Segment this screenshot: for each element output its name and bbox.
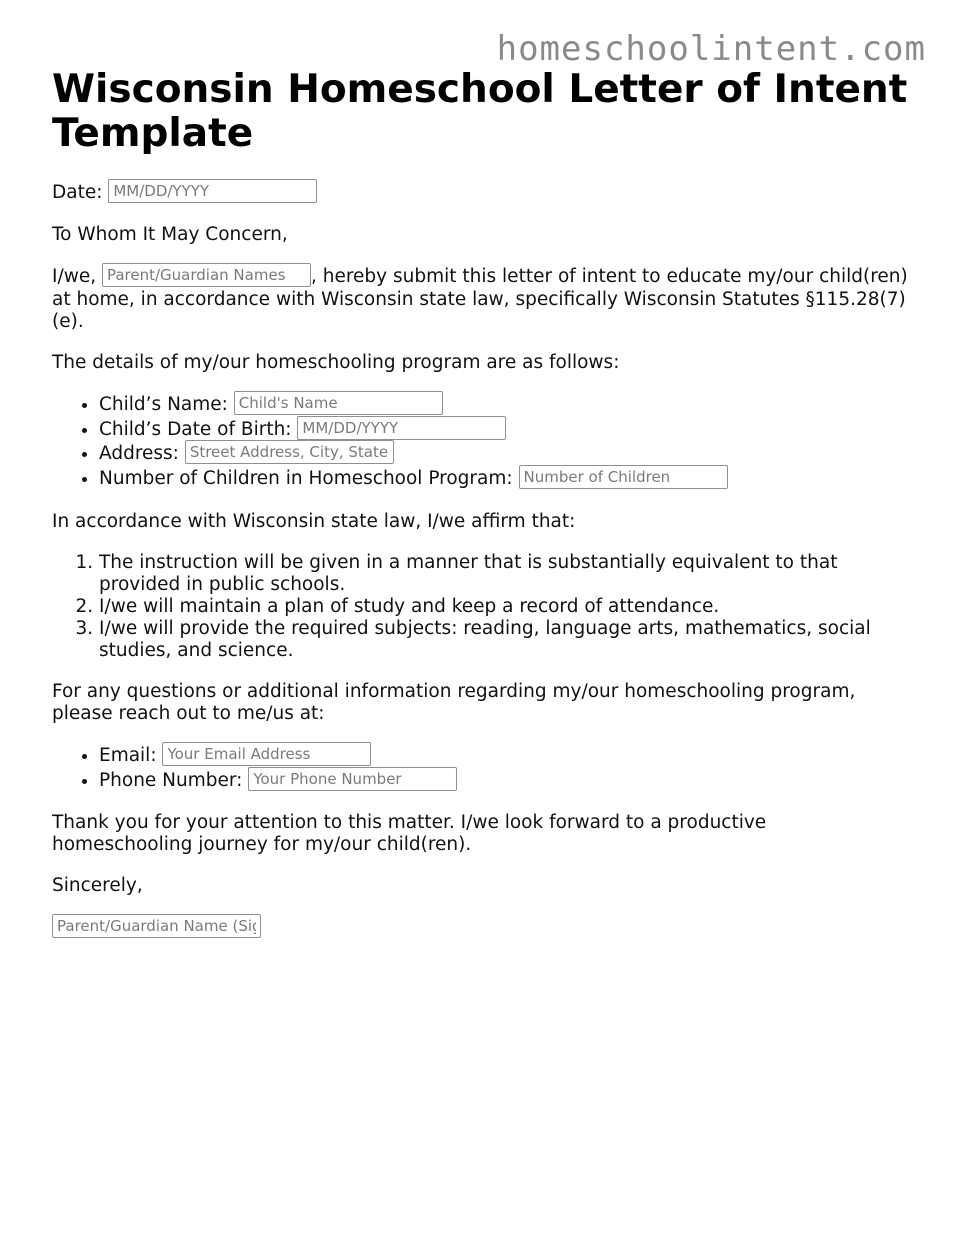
site-watermark: homeschoolintent.com bbox=[496, 29, 926, 69]
letter-template bbox=[52, 68, 912, 959]
details-list bbox=[52, 393, 912, 492]
phone-label: Phone Number: bbox=[99, 769, 243, 791]
child-dob-input[interactable] bbox=[297, 416, 506, 440]
affirm-heading: In accordance with Wisconsin state law, I/we affirm that: bbox=[52, 510, 576, 532]
address-input[interactable] bbox=[185, 440, 394, 464]
intro-suffix: , hereby submit this letter of intent to educate my/our child(ren) at home, in accordance with Wisconsin state law, specifically Wisconsin Statutes §115.28(7)(e). bbox=[52, 266, 908, 332]
contact-list bbox=[52, 744, 912, 793]
number-of-children-input[interactable] bbox=[519, 465, 728, 489]
intro-paragraph bbox=[52, 265, 912, 333]
signature-input[interactable] bbox=[52, 914, 261, 938]
date-label: Date: bbox=[52, 182, 103, 203]
list-item: 3. I/we will provide the required subjects: reading, language arts, mathematics, social studies, and science. bbox=[99, 618, 912, 662]
signature-line bbox=[52, 916, 912, 940]
number-of-children-label: Number of Children in Homeschool Program: bbox=[99, 468, 513, 490]
child-name-input[interactable] bbox=[234, 391, 443, 415]
list-item: 2. I/we will maintain a plan of study and keep a record of attendance. bbox=[99, 596, 912, 618]
intro-prefix: I/we, bbox=[52, 266, 97, 287]
list-item bbox=[99, 442, 912, 467]
list-item bbox=[99, 744, 912, 769]
list-item bbox=[99, 769, 912, 794]
email-label: Email: bbox=[99, 744, 157, 766]
list-item bbox=[99, 418, 912, 443]
list-item bbox=[99, 393, 912, 418]
details-heading: The details of my/our homeschooling program are as follows: bbox=[52, 352, 620, 373]
contact-heading: For any questions or additional information regarding my/our homeschooling program, please reach out to me/us at: bbox=[52, 680, 856, 724]
date-input[interactable] bbox=[108, 179, 317, 203]
closing-paragraph: Thank you for your attention to this matter. I/we look forward to a productive homeschooling journey for my/our child(ren). bbox=[52, 812, 767, 856]
affirmations-list bbox=[52, 552, 912, 662]
child-dob-label: Child’s Date of Birth: bbox=[99, 418, 292, 440]
parent-names-input[interactable] bbox=[102, 263, 311, 287]
list-item bbox=[99, 467, 912, 492]
salutation: To Whom It May Concern, bbox=[52, 224, 288, 245]
list-item: 1. The instruction will be given in a manner that is substantially equivalent to that provided in public schools. bbox=[99, 552, 912, 596]
address-label: Address: bbox=[99, 443, 179, 465]
child-name-label: Child’s Name: bbox=[99, 394, 228, 415]
email-input[interactable] bbox=[162, 742, 371, 766]
date-line bbox=[52, 181, 912, 205]
page-title: Wisconsin Homeschool Letter of Intent Template bbox=[52, 67, 908, 156]
signoff: Sincerely, bbox=[52, 875, 143, 897]
phone-input[interactable] bbox=[248, 767, 457, 791]
